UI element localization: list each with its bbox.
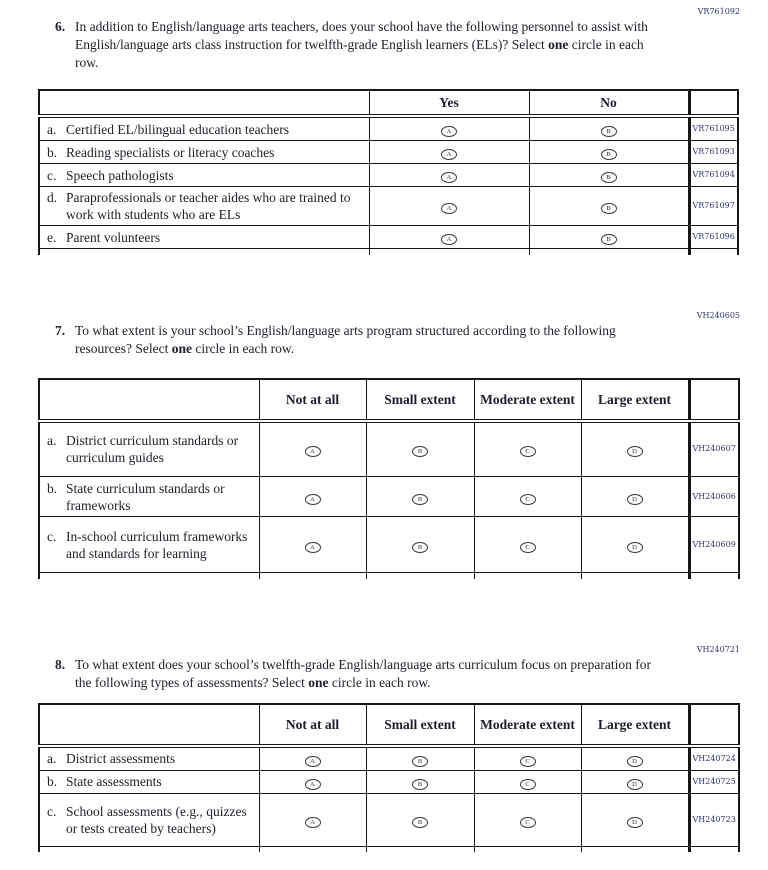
table-row — [39, 517, 739, 573]
row-letter: c. — [47, 167, 57, 183]
question-body: In addition to English/language arts teachers, does your school have the following personnel to assist with English/language arts class instruction for twelfth-grade English learners (ELs)? Select one circle in each row. — [75, 19, 648, 70]
radio-option-not-at-all[interactable]: A — [305, 542, 321, 553]
variable-code: VR761097 — [689, 187, 738, 226]
table-row — [39, 187, 738, 226]
header-code-empty — [689, 379, 739, 421]
header-row — [39, 704, 739, 746]
radio-option-small-extent[interactable]: B — [412, 494, 428, 505]
answer-table-q6 — [38, 89, 739, 255]
row-label: Speech pathologists — [66, 167, 174, 183]
variable-code: VR761092 — [697, 7, 740, 16]
radio-option-large-extent[interactable]: D — [627, 779, 643, 790]
radio-option-moderate-extent[interactable]: C — [520, 779, 536, 790]
radio-option-not-at-all[interactable]: A — [305, 446, 321, 457]
variable-code: VH240724 — [689, 746, 739, 771]
radio-option-small-extent[interactable]: B — [412, 817, 428, 828]
row-label: State curriculum standards or frameworks — [66, 480, 225, 513]
radio-option-no[interactable]: B — [601, 126, 617, 137]
answer-table-q8 — [38, 703, 740, 853]
radio-option-yes[interactable]: A — [441, 234, 457, 245]
radio-option-large-extent[interactable]: D — [627, 542, 643, 553]
radio-option-small-extent[interactable]: B — [412, 542, 428, 553]
row-label: District assessments — [66, 751, 176, 766]
row-label: In-school curriculum frameworks and standards for learning — [66, 528, 248, 561]
question-text — [0, 18, 768, 72]
variable-code: VH240605 — [696, 310, 740, 320]
radio-option-moderate-extent[interactable]: C — [520, 756, 536, 767]
radio-option-moderate-extent[interactable]: C — [520, 446, 536, 457]
question-number: 6. — [55, 19, 66, 34]
variable-code: VR761093 — [689, 141, 738, 164]
row-letter: b. — [47, 144, 58, 160]
variable-code: VH240725 — [689, 770, 739, 793]
header-large-extent: Large extent — [581, 704, 689, 746]
header-small-extent: Small extent — [366, 379, 474, 421]
header-row — [39, 379, 739, 421]
row-label: Parent volunteers — [66, 229, 161, 245]
radio-option-large-extent[interactable]: D — [627, 756, 643, 767]
row-letter: a. — [47, 121, 57, 137]
radio-option-no[interactable]: B — [601, 234, 617, 245]
radio-option-not-at-all[interactable]: A — [305, 779, 321, 790]
table-row — [39, 477, 739, 517]
header-moderate-extent: Moderate extent — [474, 379, 581, 421]
header-yes: Yes — [369, 90, 529, 116]
question-body: To what extent does your school’s twelfth-grade English/language arts curriculum focus on preparation for the following types of assessments? Select one circle in each row. — [75, 656, 652, 690]
row-label: State assessments — [66, 774, 162, 789]
header-code-empty — [689, 704, 739, 746]
row-letter: a. — [47, 433, 57, 449]
variable-code: VH240606 — [689, 477, 739, 517]
radio-option-moderate-extent[interactable]: C — [520, 817, 536, 828]
table-row — [39, 746, 739, 771]
radio-option-not-at-all[interactable]: A — [305, 756, 321, 767]
header-row — [39, 90, 738, 116]
radio-option-no[interactable]: B — [601, 172, 617, 183]
row-label: District curriculum standards or curriculum guides — [66, 433, 239, 466]
variable-code: VH240607 — [689, 421, 739, 477]
variable-code: VR761094 — [689, 164, 738, 187]
table-edge-stub — [39, 249, 738, 255]
variable-code: VR761096 — [689, 226, 738, 249]
table-edge-stub — [39, 573, 739, 579]
question-number: 8. — [55, 656, 66, 672]
question-text — [0, 322, 768, 358]
table-edge-stub — [39, 846, 739, 852]
row-letter: c. — [47, 803, 57, 819]
table-row — [39, 116, 738, 141]
answer-table-q7 — [38, 378, 740, 579]
radio-option-large-extent[interactable]: D — [627, 446, 643, 457]
table-row — [39, 164, 738, 187]
table-row — [39, 141, 738, 164]
table-row — [39, 421, 739, 477]
question-7-block — [0, 311, 768, 579]
row-letter: a. — [47, 751, 57, 766]
header-moderate-extent: Moderate extent — [474, 704, 581, 746]
question-text — [0, 656, 768, 692]
radio-option-yes[interactable]: A — [441, 203, 457, 214]
radio-option-moderate-extent[interactable]: C — [520, 542, 536, 553]
header-code-empty — [689, 90, 738, 116]
radio-option-yes[interactable]: A — [441, 172, 457, 183]
row-label: Paraprofessionals or teacher aides who are trained to work with students who are ELs — [66, 190, 351, 222]
question-number: 7. — [55, 322, 66, 338]
question-8-block — [0, 645, 768, 853]
radio-option-no[interactable]: B — [601, 149, 617, 160]
variable-code: VH240609 — [689, 517, 739, 573]
question-6-block — [0, 7, 768, 255]
header-not-at-all: Not at all — [259, 379, 366, 421]
header-empty — [39, 90, 369, 116]
header-small-extent: Small extent — [366, 704, 474, 746]
radio-option-yes[interactable]: A — [441, 126, 457, 137]
row-label: Certified EL/bilingual education teachers — [66, 121, 290, 137]
row-label: School assessments (e.g., quizzes or tests created by teachers) — [66, 803, 247, 836]
radio-option-no[interactable]: B — [601, 203, 617, 214]
header-not-at-all: Not at all — [259, 704, 366, 746]
radio-option-not-at-all[interactable]: A — [305, 494, 321, 505]
header-empty — [39, 379, 259, 421]
question-body: To what extent is your school’s English/language arts program structured according to the following resources? Select one circle in each row. — [75, 322, 616, 356]
radio-option-not-at-all[interactable]: A — [305, 817, 321, 828]
radio-option-small-extent[interactable]: B — [412, 446, 428, 457]
radio-option-small-extent[interactable]: B — [412, 756, 428, 767]
variable-code: VH240721 — [696, 644, 740, 654]
radio-option-large-extent[interactable]: D — [627, 494, 643, 505]
table-row — [39, 793, 739, 846]
variable-code: VR761095 — [689, 116, 738, 141]
header-empty — [39, 704, 259, 746]
row-letter: b. — [47, 480, 58, 496]
radio-option-yes[interactable]: A — [441, 149, 457, 160]
variable-code: VH240723 — [689, 793, 739, 846]
table-row — [39, 770, 739, 793]
table-row — [39, 226, 738, 249]
row-letter: e. — [47, 229, 57, 245]
header-no: No — [529, 90, 689, 116]
row-letter: c. — [47, 528, 57, 544]
radio-option-moderate-extent[interactable]: C — [520, 494, 536, 505]
radio-option-small-extent[interactable]: B — [412, 779, 428, 790]
row-letter: b. — [47, 774, 58, 789]
header-large-extent: Large extent — [581, 379, 689, 421]
row-letter: d. — [47, 190, 58, 205]
radio-option-large-extent[interactable]: D — [627, 817, 643, 828]
row-label: Reading specialists or literacy coaches — [66, 144, 275, 160]
